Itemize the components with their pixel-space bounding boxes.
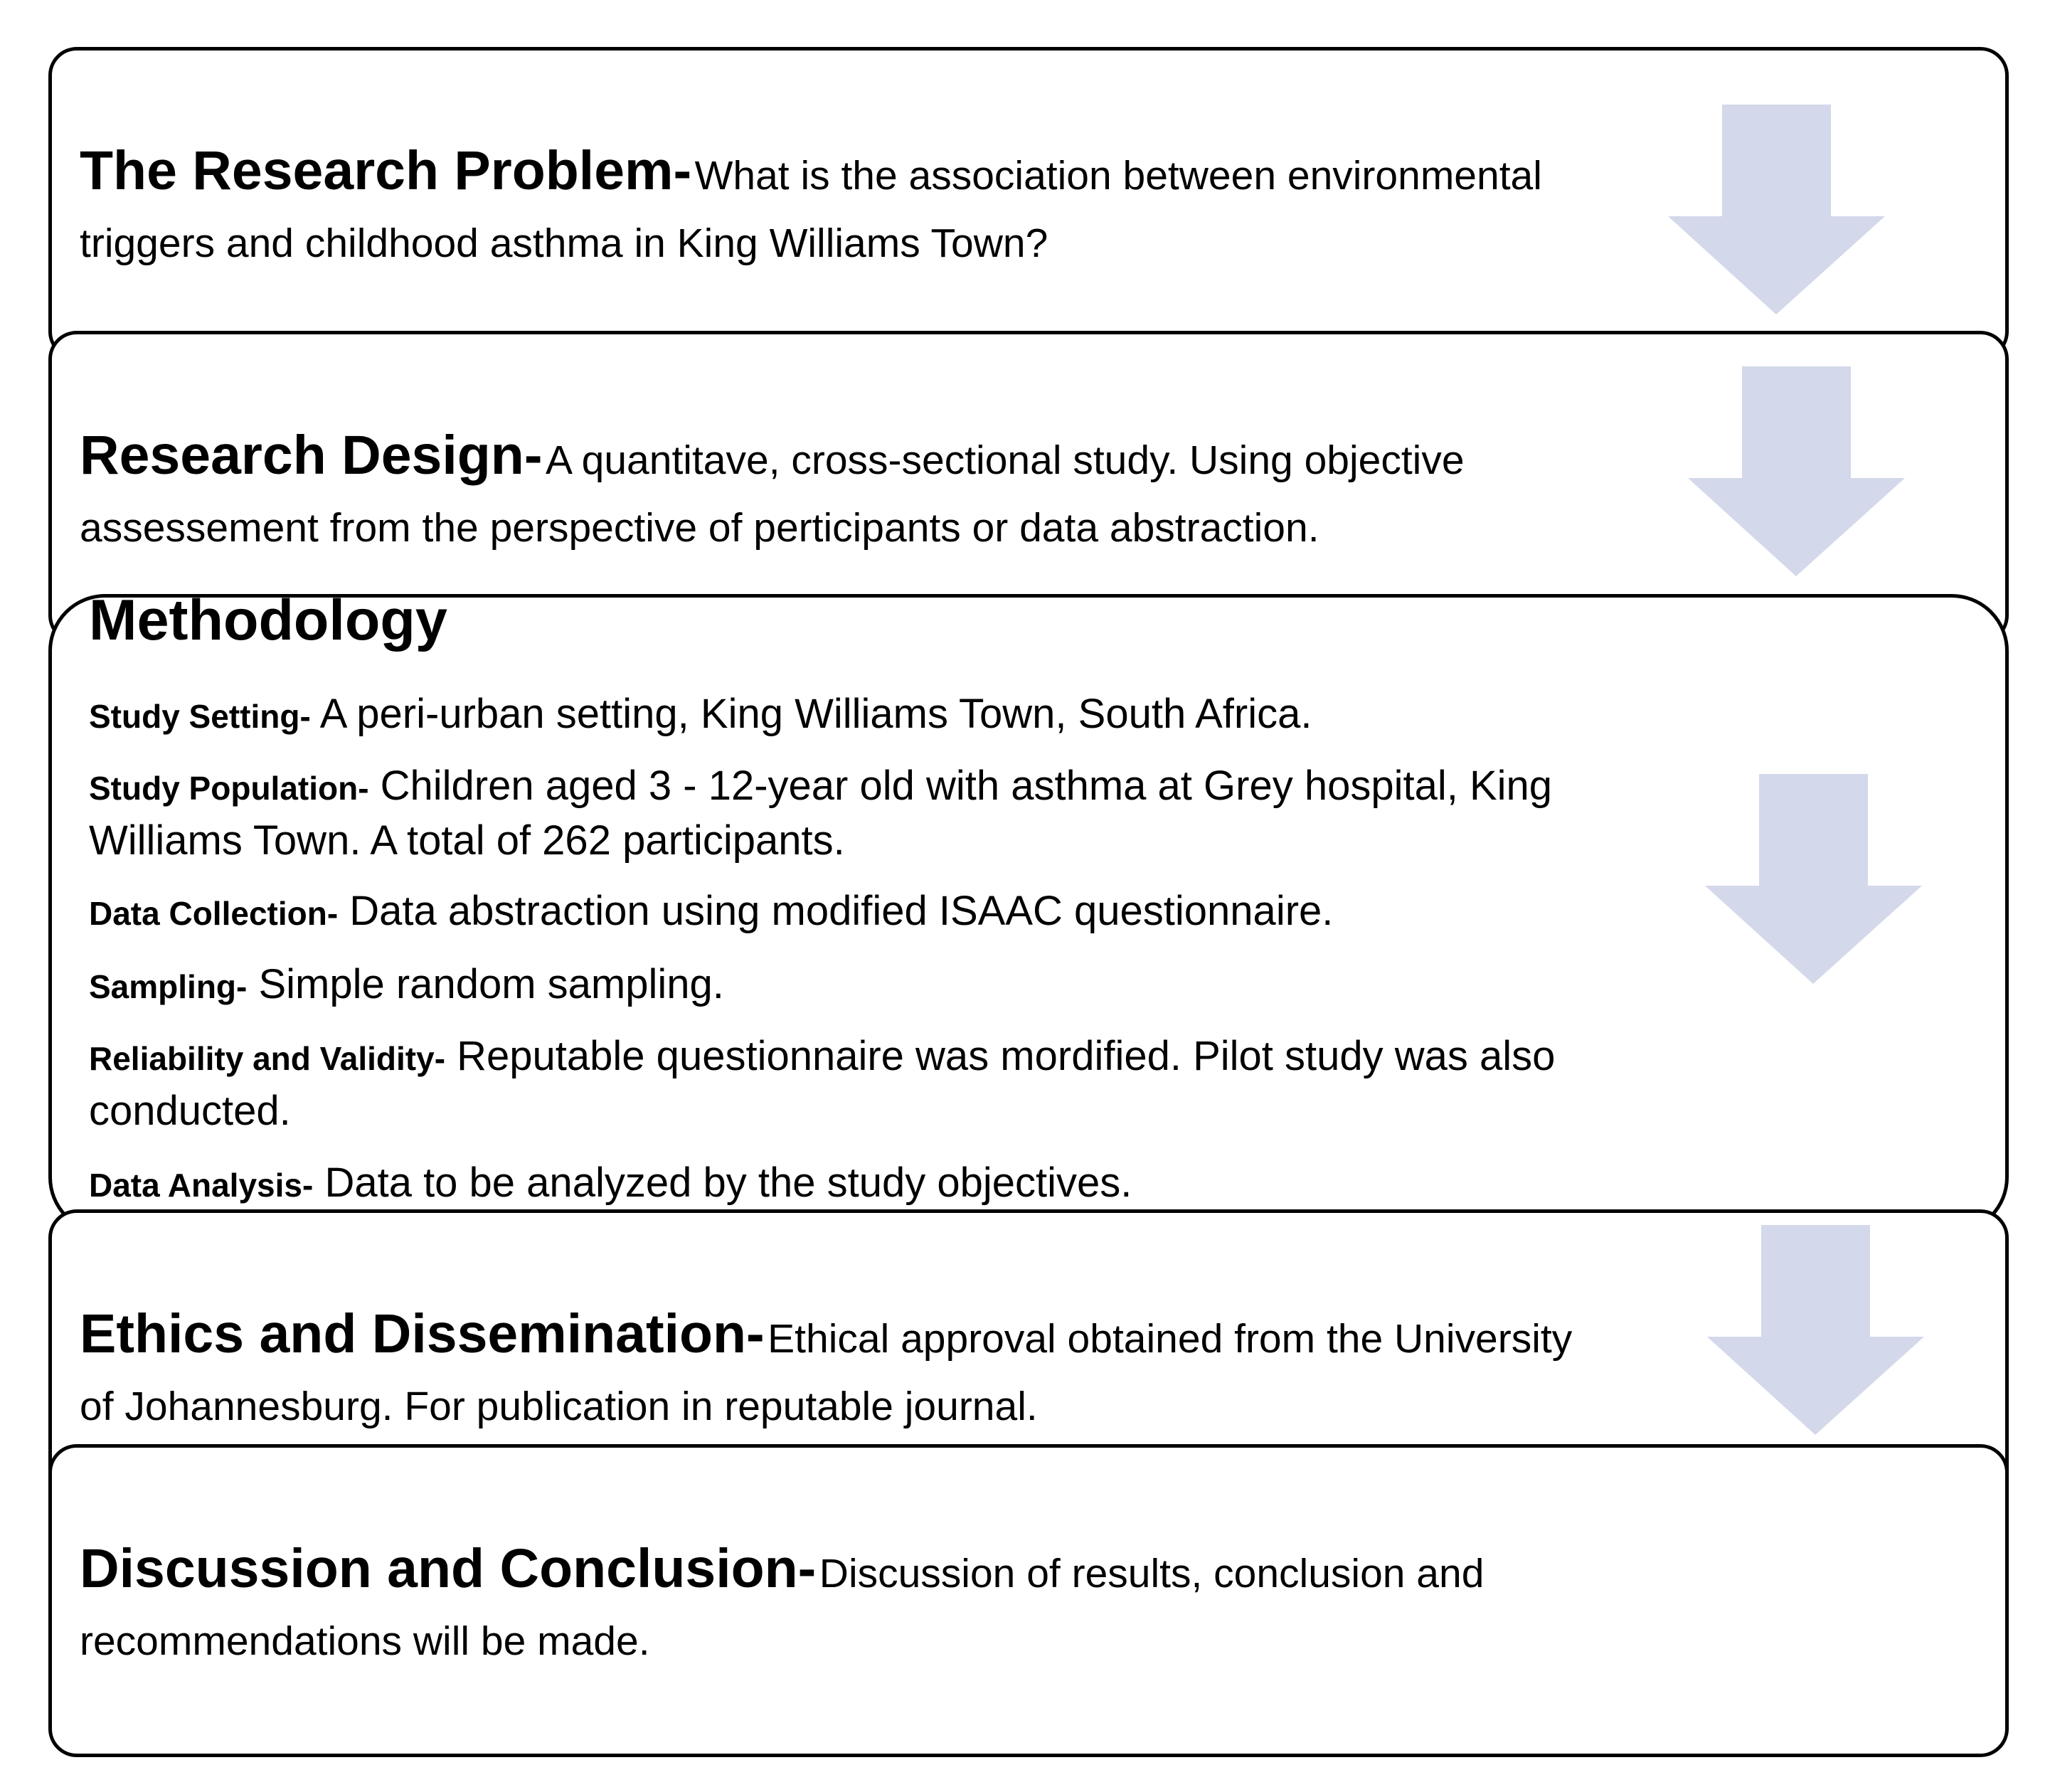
methodology-item-data-collection (89, 885, 1597, 940)
step-text-discussion-conclusion (80, 1540, 1609, 1680)
step-text-research-problem (80, 142, 1609, 282)
item-text: Data to be analyzed by the study objectives. (324, 1160, 1132, 1206)
step-heading: The Research Problem- (80, 140, 692, 201)
item-text: Data abstraction using modified ISAAC questionnaire. (349, 888, 1334, 934)
step-description: A quantitave, cross-sectional study. Using objective assessement from the perspective of perticipants or data abstraction. (80, 438, 1465, 551)
item-label: Data Collection- (89, 895, 339, 932)
down-arrow-icon (1688, 366, 1905, 576)
step-heading: Ethics and Dissemination- (80, 1303, 765, 1364)
step-text-research-design (80, 427, 1609, 567)
item-text: A peri-urban setting, King Williams Town, South Africa. (319, 691, 1312, 737)
down-arrow-icon (1707, 1225, 1924, 1435)
down-arrow-icon (1668, 105, 1885, 314)
item-text: Children aged 3 - 12-year old with asthma at Grey hospital, King Williams Town. A total of 262 participants. (89, 763, 1553, 864)
methodology-item-sampling (89, 958, 1597, 1013)
step-description: Ethical approval obtained from the University of Johannesburg. For publication in reputable journal. (80, 1316, 1573, 1429)
methodology-item-data-analysis (89, 1157, 1597, 1212)
methodology-item-study-setting (89, 688, 1597, 743)
item-text: Reputable questionnaire was mordified. Pilot study was also conducted. (89, 1033, 1556, 1134)
down-arrow-icon (1705, 774, 1922, 984)
step-heading: Research Design- (80, 425, 543, 486)
methodology-item-study-population (89, 760, 1597, 866)
item-label: Reliability and Validity- (89, 1040, 446, 1077)
step-description: Discussion of results, conclusion and recommendations will be made. (80, 1551, 1485, 1664)
item-label: Study Setting- (89, 698, 311, 735)
item-text: Simple random sampling. (258, 961, 724, 1007)
item-label: Data Analysis- (89, 1167, 314, 1204)
methodology-item-reliability-validity (89, 1030, 1597, 1137)
item-label: Sampling- (89, 968, 248, 1005)
step-heading: Discussion and Conclusion- (80, 1538, 817, 1599)
step-description: What is the association between environmental triggers and childhood asthma in King Williams Town? (80, 153, 1542, 266)
item-label: Study Population- (89, 770, 369, 807)
methodology-title: Methodology (89, 588, 447, 652)
step-text-ethics-dissemination (80, 1305, 1609, 1446)
